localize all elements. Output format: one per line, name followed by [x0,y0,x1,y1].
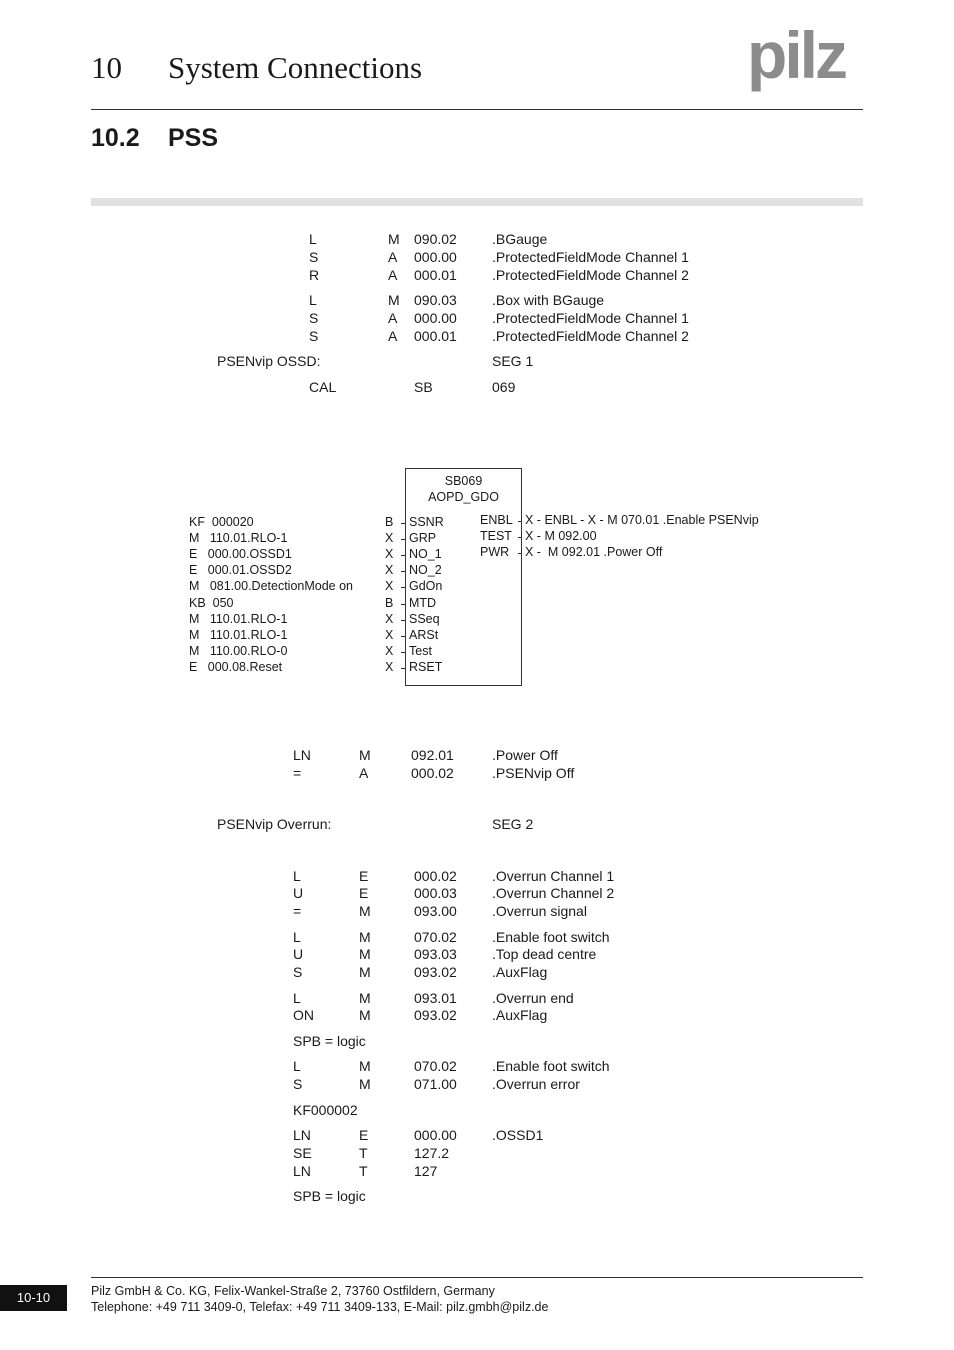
cal-number: 069 [492,379,516,395]
sb-output-tick [518,521,522,522]
pilz-logo [747,28,865,94]
code-comment: .Power Off [492,747,558,763]
sb-output-pin: TEST [480,529,512,543]
code-comment: .AuxFlag [492,1007,548,1023]
code-operand: T [359,1145,368,1161]
sb-input-pin: SSeq [409,611,440,626]
chapter-title: System Connections [168,50,423,85]
code-address: 000.03 [414,885,457,901]
sb-input-operand: E 000.01.OSSD2 [189,563,292,578]
sb-input-pin: GdOn [409,579,443,594]
code-comment: .Box with BGauge [492,292,605,308]
code-address: 127.2 [414,1145,450,1161]
code-op: L [293,1058,301,1074]
code-comment: .Overrun error [492,1076,580,1092]
code-address: 093.03 [414,946,457,962]
sb-input-operand: M 110.01.RLO-1 [189,531,288,546]
code-operand: M [359,929,371,945]
sb-input-pin: NO_2 [409,563,442,578]
code-op: L [293,868,301,884]
code-op: S [309,249,319,265]
sb-input-pin: ARSt [409,627,439,642]
sb-output-tick [518,553,522,554]
code-comment: .Enable foot switch [492,1058,610,1074]
code-statement: SPB = logic [293,1033,366,1049]
code-address: 000.00 [414,249,457,265]
seg2-label: PSENvip Overrun: [217,816,332,832]
sb-input-tick [401,604,405,605]
sb-output-pin: PWR [480,545,510,559]
sb-input-pin: MTD [409,595,437,610]
sb-input-tick [401,523,405,524]
sb-input-pin: GRP [409,531,437,546]
code-op: S [293,1076,303,1092]
code-op: L [293,929,301,945]
code-comment: .Overrun Channel 2 [492,885,615,901]
code-address: 070.02 [414,929,457,945]
seg2-marker: SEG 2 [492,816,534,832]
code-operand: M [388,292,400,308]
sb-input-tick [401,539,405,540]
code-address: 000.02 [411,765,454,781]
code-address: 000.00 [414,1127,457,1143]
sb-input-pin: RSET [409,659,443,674]
sb-input-type: X [385,643,394,658]
code-operand: M [388,231,400,247]
code-op: ON [293,1007,314,1023]
code-comment: .PSENvip Off [492,765,575,781]
code-address: 093.01 [414,990,457,1006]
code-op: L [309,231,317,247]
code-address: 093.02 [414,1007,457,1023]
code-op: SE [293,1145,312,1161]
code-comment: .AuxFlag [492,964,548,980]
code-comment: .Overrun signal [492,903,587,919]
page-number: 10-10 [0,1285,67,1311]
sb-input-type: X [385,531,394,546]
sb-input-operand: E 000.00.OSSD1 [189,547,292,562]
sb-output-text: X - M 092.01 .Power Off [525,545,663,559]
code-comment: .OSSD1 [492,1127,544,1143]
code-operand: M [359,903,371,919]
code-op: LN [293,1127,311,1143]
code-operand: M [359,990,371,1006]
sb-output-text: X - ENBL - X - M 070.01 .Enable PSENvip [525,513,759,527]
code-op: LN [293,1163,311,1179]
sb-input-type: X [385,563,394,578]
code-address: 127 [414,1163,438,1179]
code-address: 071.00 [414,1076,457,1092]
sb-input-tick [401,636,405,637]
sb-title: SB069 [444,474,483,488]
sb-input-pin: SSNR [409,515,444,529]
sb-input-pin: NO_1 [409,547,442,562]
code-operand: M [359,1076,371,1092]
code-operand: E [359,868,369,884]
code-comment: .Overrun Channel 1 [492,868,615,884]
sb-output-tick [518,537,522,538]
code-address: 000.01 [414,328,457,344]
code-operand: A [388,249,398,265]
code-address: 093.00 [414,903,457,919]
code-address: 070.02 [414,1058,457,1074]
sb-output-pin: ENBL [480,513,513,527]
sb-input-tick [401,555,405,556]
code-op: S [309,328,319,344]
seg1-marker: SEG 1 [492,353,534,369]
sb-input-operand: M 110.01.RLO-1 [189,611,288,626]
sb-input-operand: M 110.01.RLO-1 [189,627,288,642]
code-address: 092.01 [411,747,454,763]
chapter-number: 10 [91,50,122,85]
sb-input-operand: E 000.08.Reset [189,659,283,674]
seg1-label: PSENvip OSSD: [217,353,321,369]
sb-input-tick [401,668,405,669]
sb-input-type: B [385,595,394,610]
code-comment: .BGauge [492,231,548,247]
code-op: = [293,903,302,919]
cal-operand: SB [414,379,433,395]
code-operand: M [359,747,371,763]
code-operand: A [388,267,398,283]
sb-input-tick [401,571,405,572]
sb-input-tick [401,652,405,653]
code-statement: SPB = logic [293,1188,366,1204]
sb-input-pin: Test [409,643,432,658]
sb-input-operand: KB 050 [189,595,234,610]
section-number: 10.2 [91,124,140,152]
code-comment: .Enable foot switch [492,929,610,945]
code-operand: E [359,885,369,901]
code-address: 000.02 [414,868,457,884]
code-op: LN [293,747,311,763]
sb-input-tick [401,620,405,621]
sb-input-type: X [385,547,394,562]
code-comment: .ProtectedFieldMode Channel 1 [492,249,689,265]
code-op: R [309,267,320,283]
sb-input-operand: KF 000020 [189,515,254,529]
code-statement: KF000002 [293,1102,358,1118]
sb-input-type: X [385,579,394,594]
code-comment: .ProtectedFieldMode Channel 2 [492,267,689,283]
code-address: 090.03 [414,292,457,308]
code-comment: .ProtectedFieldMode Channel 2 [492,328,689,344]
code-op: = [293,765,302,781]
header-rule [91,109,863,110]
sb-name: AOPD_GDO [428,490,499,504]
sb-input-type: X [385,659,394,674]
code-op: U [293,885,304,901]
code-comment: .Top dead centre [492,946,597,962]
code-operand: M [359,964,371,980]
code-operand: A [359,765,369,781]
code-operand: A [388,310,398,326]
code-address: 000.00 [414,310,457,326]
pilz-logo-text: pilz [747,28,845,92]
sb-input-type: B [385,515,394,529]
cal-op: CAL [309,379,337,395]
code-operand: A [388,328,398,344]
code-op: S [309,310,319,326]
sb-input-type: X [385,611,394,626]
code-op: L [293,990,301,1006]
section-divider-bar [91,198,863,206]
code-op: S [293,964,303,980]
code-operand: T [359,1163,368,1179]
code-address: 090.02 [414,231,457,247]
footer-contact: Telephone: +49 711 3409-0, Telefax: +49 711 3409-133, E-Mail: pilz.gmbh@pilz.de [91,1300,549,1314]
code-address: 093.02 [414,964,457,980]
code-comment: .Overrun end [492,990,574,1006]
sb-input-operand: M 110.00.RLO-0 [189,643,288,658]
code-op: U [293,946,304,962]
code-op: L [309,292,317,308]
sb-output-text: X - M 092.00 [525,529,597,543]
footer-address: Pilz GmbH & Co. KG, Felix-Wankel-Straße 2, 73760 Ostfildern, Germany [91,1284,495,1298]
sb-input-tick [401,587,405,588]
footer-rule [91,1277,863,1278]
code-operand: E [359,1127,369,1143]
sb-input-operand: M 081.00.DetectionMode on [189,579,353,594]
code-address: 000.01 [414,267,457,283]
code-comment: .ProtectedFieldMode Channel 1 [492,310,689,326]
section-title: PSS [168,124,219,152]
sb-input-type: X [385,627,394,642]
code-operand: M [359,946,371,962]
code-operand: M [359,1058,371,1074]
code-operand: M [359,1007,371,1023]
